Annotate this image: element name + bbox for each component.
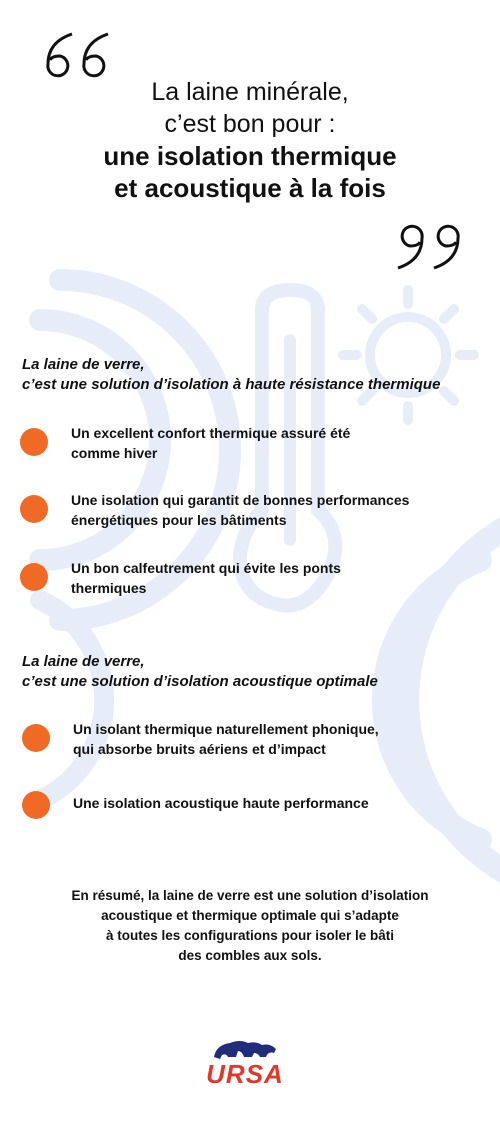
bullet-icon <box>20 495 48 523</box>
bullet-icon <box>20 428 48 456</box>
section-heading-acoustic <box>22 652 378 692</box>
list-item-line: comme hiver <box>71 445 158 461</box>
list-item-line: énergétiques pour les bâtiments <box>71 512 287 528</box>
summary-line: des combles aux sols. <box>178 948 322 963</box>
open-quote-icon <box>42 30 114 80</box>
list-item <box>73 793 369 813</box>
section-heading-line-1: La laine de verre, <box>22 356 145 373</box>
list-item-line: Une isolation acoustique haute performance <box>73 795 369 811</box>
title-line-1: La laine minérale, <box>151 78 349 106</box>
list-item-line: Un isolant thermique naturellement phonique, <box>73 721 379 737</box>
title-line-4: et acoustique à la fois <box>114 173 386 203</box>
list-item-line: qui absorbe bruits aériens et d’impact <box>73 741 326 757</box>
section-heading-line-2: c’est une solution d’isolation à haute résistance thermique <box>22 376 441 393</box>
title-line-3: une isolation thermique <box>103 141 397 171</box>
bullet-icon <box>22 791 50 819</box>
logo-text: URSA <box>206 1059 284 1089</box>
close-quote-icon <box>392 222 464 272</box>
list-item-line: Un excellent confort thermique assuré été <box>71 425 351 441</box>
summary-line: à toutes les configurations pour isoler le bâti <box>105 928 395 943</box>
list-item-line: thermiques <box>71 580 147 596</box>
summary-line: acoustique et thermique optimale qui s’adapte <box>101 908 399 923</box>
list-item <box>71 423 350 463</box>
list-item <box>71 490 409 530</box>
section-heading-line-2: c’est une solution d’isolation acoustique optimale <box>22 673 378 690</box>
section-heading-thermal <box>22 355 440 395</box>
list-item <box>73 719 379 759</box>
list-item-line: Une isolation qui garantit de bonnes performances <box>71 492 410 508</box>
section-heading-line-1: La laine de verre, <box>22 653 145 670</box>
ursa-logo <box>200 1035 300 1090</box>
list-item <box>71 558 341 598</box>
summary-line: En résumé, la laine de verre est une solution d’isolation <box>71 888 429 903</box>
bullet-icon <box>20 563 48 591</box>
summary-text <box>0 886 500 966</box>
bullet-icon <box>22 724 50 752</box>
list-item-line: Un bon calfeutrement qui évite les ponts <box>71 560 341 576</box>
title-line-2: c’est bon pour : <box>164 110 336 138</box>
